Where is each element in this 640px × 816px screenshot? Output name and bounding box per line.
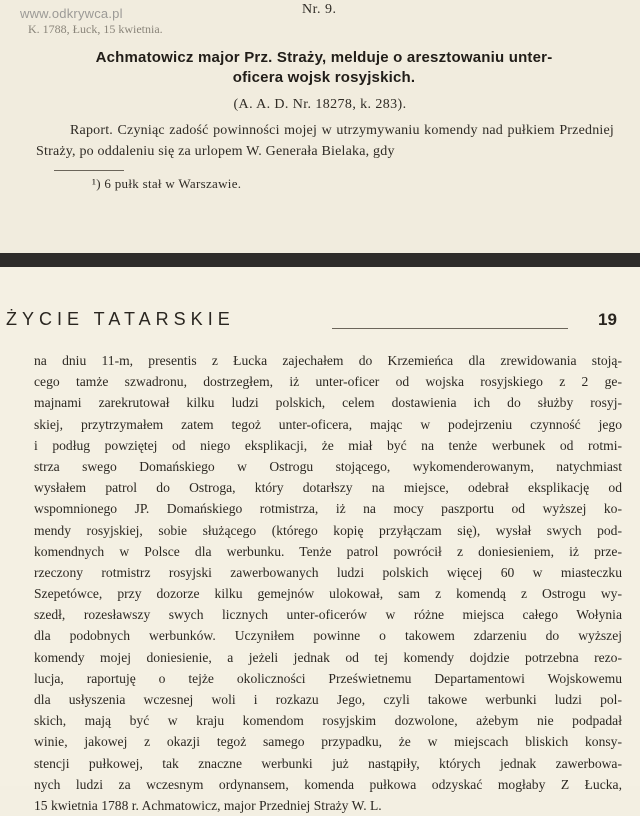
text-line: i podług powziętej od niego eksplikacji, że miał być na tenże werbunek od rotmi-	[34, 437, 622, 453]
watermark: www.odkrywca.pl	[20, 6, 123, 21]
text-line: skiej, przytrzymałem zatem tegoż unter-oficera, mając w podejrzeniu czynność jego	[34, 416, 622, 432]
text-line: winie, jakowej z okazji tegoż samego przypadku, że w miejscach bliskich konsy-	[34, 734, 622, 750]
body-text	[34, 350, 622, 816]
raport-paragraph: Raport. Czyniąc zadość powinności mojej w utrzymywaniu komendy nad pułkiem Przedniej Straży, po oddaleniu się za urlopem W. Generała Bielaka, gdy	[36, 123, 614, 159]
archive-reference: (A. A. D. Nr. 18278, k. 283).	[233, 97, 407, 112]
text-line: szedł, rozesławszy swych licznych unter-oficerów w różne miejsca całego Wołynia	[34, 607, 622, 623]
text-line: komendnych w Polsce dla werbunku. Tenże patrol powrócił z doniesieniem, iż prze-	[34, 543, 622, 559]
running-header: ŻYCIE TATARSKIE	[6, 309, 235, 329]
text-line: Szepetówce, przy dozorze kilku gemejnów ulokował, sam z komendą z Ostrogu wy-	[34, 586, 622, 602]
text-line: dla podobnych werbunków. Uczyniłem powinne o takowem zdarzeniu do wyższej	[34, 628, 622, 644]
text-line: skich, mają być w kraju komendom rosyjskim dozwolone, ażebym nie podpadał	[34, 713, 622, 729]
text-line: lucja, raportuję o tejże okoliczności Prześwietnemu Departamentowi Wojskowemu	[34, 670, 622, 686]
text-line: strza swego Domańskiego w Ostrogu stojącego, wykomenderowanym, natychmiast	[34, 458, 622, 474]
footnote: ¹) 6 pułk stał w Warszawie.	[92, 176, 242, 191]
text-line: rzeczony rotmistrz rosyjski zawerbowanych ludzi polskich więcej 60 w miasteczku	[34, 564, 622, 580]
footnote-rule	[54, 170, 124, 171]
heading-line: Achmatowicz major Prz. Straży, melduje o aresztowaniu unter-	[95, 49, 553, 66]
document-heading	[36, 48, 612, 88]
page-divider	[0, 253, 640, 267]
text-line: dla usłyszenia wczesnej woli i rozkazu Jego, czyli takowe werbunki ludzi pol-	[34, 692, 622, 707]
text-line: komendy mojej doniesienie, a jeżeli jednak od tej komendy dojdzie potrzebna rezo-	[34, 649, 622, 665]
text-line: na dniu 11-m, presentis z Łucka zajechałem do Krzemieńca dla zrewidowania stoją-	[34, 353, 622, 368]
faded-date-line: K. 1788, Łuck, 15 kwietnia.	[28, 22, 163, 36]
text-line: mendy rosyjskiej, sobie służącego (którego kopię przyłączam się), wysłał swych pod-	[34, 522, 622, 538]
text-line: cego tamże szwadronu, dostrzegłem, iż unter-oficer od wojska rosyjskiego z 2 ge-	[34, 374, 622, 390]
header-rule	[332, 328, 568, 329]
text-line: stencji pułkowej, tak znaczne werbunki już nastąpiły, których jednak zawerbowa-	[34, 755, 622, 771]
page-number: 19	[598, 310, 617, 329]
text-line: majnami zarekrutował kilku ludzi polskich, celem dostawienia ich do służby rosyj-	[34, 395, 622, 411]
text-line: wysłałem patrol do Ostroga, który dotarłszy na miejsce, odebrał eksplikację od	[34, 480, 622, 496]
heading-line: oficera wojsk rosyjskich.	[232, 69, 416, 86]
document-number: Nr. 9.	[302, 2, 337, 17]
text-line: wspomnionego JP. Domańskiego rotmistrza, iż na mocy paszportu od wyższej ko-	[34, 501, 622, 517]
text-line: 15 kwietnia 1788 r. Achmatowicz, major Przedniej Straży W. L.	[34, 797, 382, 813]
text-line: nych ludzi za wczesnym ordynansem, komenda pułkowa odzyskać mogłaby Z Łucka,	[34, 776, 622, 792]
